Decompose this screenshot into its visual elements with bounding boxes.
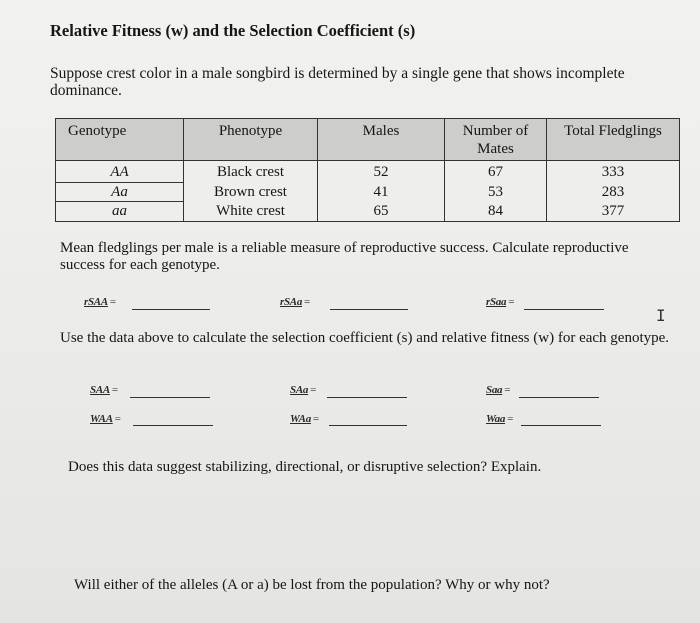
table-row [56, 202, 680, 222]
text-cursor-icon: I [656, 306, 666, 325]
allele-loss-question: Will either of the alleles (A or a) be lost from the population? Why or why not? [74, 577, 550, 593]
worksheet-title: Relative Fitness (w) and the Selection Coefficient (s) [50, 21, 416, 40]
cell-genotype: aa [56, 202, 184, 222]
selection-type-question: Does this data suggest stabilizing, directional, or disruptive selection? Explain. [68, 459, 542, 475]
cell-phenotype: Brown crest [184, 182, 318, 202]
cell-phenotype: Black crest [184, 161, 318, 183]
rs-aa-het-answer-line[interactable] [330, 309, 408, 310]
cell-fledglings: 283 [547, 182, 680, 202]
header-phenotype: Phenotype [184, 119, 318, 161]
cell-fledglings: 377 [547, 202, 680, 222]
header-males: Males [318, 119, 445, 161]
s-aa-het-label: SAa = [290, 384, 316, 396]
s-aa-label: SAA = [90, 384, 118, 396]
s-aa-answer-line[interactable] [130, 397, 210, 398]
rs-aa-rec-label: rSaa = [486, 296, 515, 308]
cell-genotype: Aa [56, 182, 184, 202]
w-aa-het-answer-line[interactable] [329, 425, 407, 426]
cell-mates: 67 [445, 161, 547, 183]
header-number-of-mates: Number of Mates [445, 119, 547, 161]
rs-aa-answer-line[interactable] [132, 309, 210, 310]
cell-phenotype: White crest [184, 202, 318, 222]
table-row [56, 161, 680, 183]
cell-fledglings: 333 [547, 161, 680, 183]
selection-coefficient-instructions: Use the data above to calculate the selection coefficient (s) and relative fitness (w) for each genotype. [60, 330, 670, 346]
s-aa-rec-answer-line[interactable] [519, 397, 599, 398]
s-aa-het-answer-line[interactable] [327, 397, 407, 398]
w-aa-rec-answer-line[interactable] [521, 425, 601, 426]
cell-genotype: AA [56, 161, 184, 183]
rs-aa-het-label: rSAa = [280, 296, 310, 308]
reproductive-success-instructions: Mean fledglings per male is a reliable measure of reproductive success. Calculate reproductive success for each genotype. [60, 240, 629, 273]
table-row [56, 182, 680, 202]
cell-males: 41 [318, 182, 445, 202]
w-aa-het-label: WAa = [290, 413, 319, 425]
cell-males: 52 [318, 161, 445, 183]
rs-aa-label: rSAA = [84, 296, 116, 308]
header-total-fledglings: Total Fledglings [547, 119, 680, 161]
cell-mates: 53 [445, 182, 547, 202]
rs-aa-rec-answer-line[interactable] [524, 309, 604, 310]
header-genotype: Genotype [56, 119, 184, 161]
w-aa-label: WAA = [90, 413, 121, 425]
w-aa-answer-line[interactable] [133, 425, 213, 426]
cell-males: 65 [318, 202, 445, 222]
cell-mates: 84 [445, 202, 547, 222]
fledgling-data-table [55, 118, 680, 222]
intro-text: Suppose crest color in a male songbird is determined by a single gene that shows incomplete dominance. [50, 65, 625, 99]
s-aa-rec-label: Saa = [486, 384, 511, 396]
w-aa-rec-label: Waa = [486, 413, 513, 425]
